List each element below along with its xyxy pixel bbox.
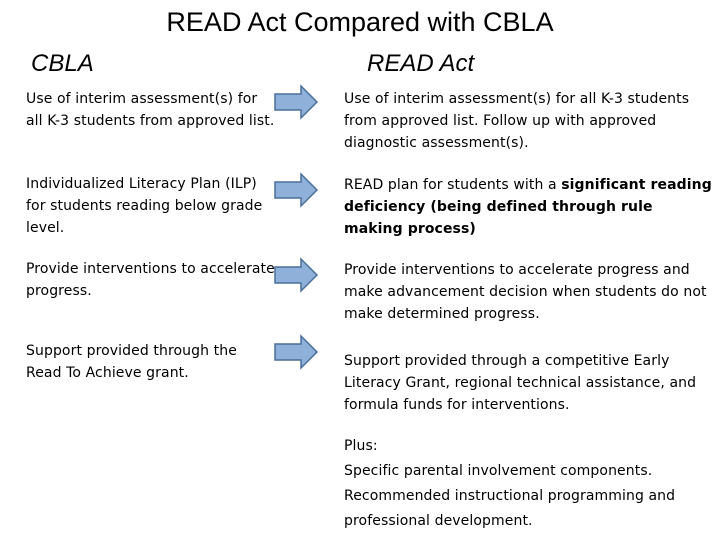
- read-act-item-read-plan: [344, 174, 716, 240]
- right-arrow-icon: [273, 257, 319, 293]
- plus-block: [344, 434, 716, 534]
- read-act-item-text: Provide interventions to accelerate progress and make advancement decision when students do not make determined progress.: [344, 262, 707, 322]
- cbla-item-support: Support provided through the Read To Achieve grant.: [26, 343, 237, 381]
- cbla-item-ilp: Individualized Literacy Plan (ILP) for students reading below grade level.: [26, 176, 263, 236]
- plus-item: Recommended instructional programming and professional development.: [344, 488, 676, 529]
- read-act-item-text: READ plan for students with a: [344, 177, 562, 193]
- plus-heading: Plus:: [344, 438, 378, 454]
- plus-item: Specific parental involvement components.: [344, 463, 653, 479]
- column-heading-cbla: CBLA: [31, 50, 94, 77]
- read-act-item-text: Use of interim assessment(s) for all K-3 students from approved list. Follow up with approved diagnostic assessment(s).: [344, 91, 690, 151]
- right-arrow-icon: [273, 84, 319, 120]
- read-act-item-text: Support provided through a competitive Early Literacy Grant, regional technical assistance, and formula funds for interventions.: [344, 353, 697, 413]
- right-arrow-icon: [273, 334, 319, 370]
- read-act-item-assessment: [344, 88, 716, 154]
- right-arrow-icon: [273, 172, 319, 208]
- read-act-item-support: [344, 350, 716, 416]
- column-heading-read-act: READ Act: [367, 50, 475, 77]
- page-title: READ Act Compared with CBLA: [166, 7, 554, 37]
- read-act-item-interventions: [344, 259, 716, 325]
- cbla-item-interventions: Provide interventions to accelerate progress.: [26, 261, 275, 299]
- read-act-item-emphasis: significant reading deficiency (being defined through rule making process): [344, 177, 712, 237]
- cbla-item-assessment: Use of interim assessment(s) for all K-3 students from approved list.: [26, 91, 275, 129]
